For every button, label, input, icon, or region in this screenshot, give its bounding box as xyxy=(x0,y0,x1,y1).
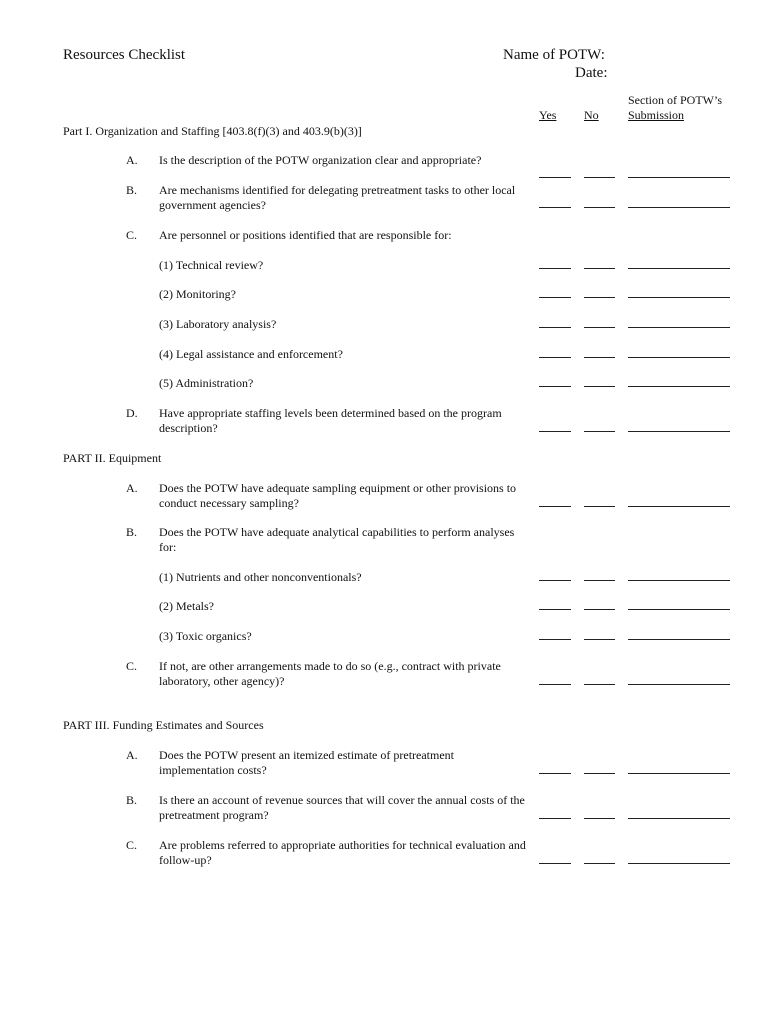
section-blank[interactable] xyxy=(628,268,730,269)
part1-a-question: Is the description of the POTW organization clear and appropriate? xyxy=(159,153,482,167)
yes-blank[interactable] xyxy=(539,639,571,640)
part1-d-question: Have appropriate staffing levels been determined based on the program description? xyxy=(159,406,502,435)
no-blank[interactable] xyxy=(584,773,615,774)
section-header-line2: Submission xyxy=(628,108,685,122)
yes-blank[interactable] xyxy=(539,357,571,358)
yes-blank[interactable] xyxy=(539,609,571,610)
section-blank[interactable] xyxy=(628,863,730,864)
part1-c-question: Are personnel or positions identified that are responsible for: xyxy=(159,228,452,242)
no-column-header: No xyxy=(584,108,599,122)
section-blank[interactable] xyxy=(628,609,730,610)
section-blank[interactable] xyxy=(628,773,730,774)
part1-c-letter: C. xyxy=(126,228,138,242)
no-blank[interactable] xyxy=(584,684,615,685)
yes-blank[interactable] xyxy=(539,431,571,432)
part2-c-letter: C. xyxy=(126,659,138,673)
no-blank[interactable] xyxy=(584,327,615,328)
no-blank[interactable] xyxy=(584,506,615,507)
part3-a-letter: A. xyxy=(126,748,138,762)
section-blank[interactable] xyxy=(628,684,730,685)
date-label: Date: xyxy=(575,65,608,81)
part3-c-question: Are problems referred to appropriate authorities for technical evaluation and follow-up? xyxy=(159,838,526,867)
document-title: Resources Checklist xyxy=(63,47,186,63)
part1-c1-item: (1) Technical review? xyxy=(159,258,264,272)
part3-heading: PART III. Funding Estimates and Sources xyxy=(63,718,264,732)
yes-blank[interactable] xyxy=(539,268,571,269)
section-blank[interactable] xyxy=(628,297,730,298)
yes-blank[interactable] xyxy=(539,177,571,178)
yes-blank[interactable] xyxy=(539,818,571,819)
part1-b-question: Are mechanisms identified for delegating pretreatment tasks to other local government agencies? xyxy=(159,183,516,212)
no-blank[interactable] xyxy=(584,609,615,610)
no-blank[interactable] xyxy=(584,177,615,178)
yes-blank[interactable] xyxy=(539,773,571,774)
part2-a-question: Does the POTW have adequate sampling equipment or other provisions to conduct necessary sampling? xyxy=(159,481,517,510)
part2-b2-item: (2) Metals? xyxy=(159,599,214,613)
no-blank[interactable] xyxy=(584,386,615,387)
part1-c3-item: (3) Laboratory analysis? xyxy=(159,317,277,331)
no-blank[interactable] xyxy=(584,639,615,640)
no-blank[interactable] xyxy=(584,863,615,864)
no-blank[interactable] xyxy=(584,431,615,432)
no-blank[interactable] xyxy=(584,357,615,358)
part2-b3-item: (3) Toxic organics? xyxy=(159,629,252,643)
section-blank[interactable] xyxy=(628,506,730,507)
yes-blank[interactable] xyxy=(539,580,571,581)
yes-blank[interactable] xyxy=(539,327,571,328)
part2-a-letter: A. xyxy=(126,481,138,495)
section-header-line1: Section of POTW’s xyxy=(628,93,722,107)
yes-blank[interactable] xyxy=(539,506,571,507)
part1-c5-item: (5) Administration? xyxy=(159,376,254,390)
no-blank[interactable] xyxy=(584,818,615,819)
no-blank[interactable] xyxy=(584,268,615,269)
part1-heading: Part I. Organization and Staffing [403.8(f)(3) and 403.9(b)(3)] xyxy=(63,124,362,138)
part3-b-letter: B. xyxy=(126,793,138,807)
part2-c-question: If not, are other arrangements made to do so (e.g., contract with private laboratory, other agency)? xyxy=(159,659,501,688)
no-blank[interactable] xyxy=(584,297,615,298)
part1-b-letter: B. xyxy=(126,183,138,197)
yes-blank[interactable] xyxy=(539,684,571,685)
part1-c2-item: (2) Monitoring? xyxy=(159,287,236,301)
part2-heading: PART II. Equipment xyxy=(63,451,162,465)
section-blank[interactable] xyxy=(628,386,730,387)
section-column-header xyxy=(628,93,722,123)
part2-b-question: Does the POTW have adequate analytical capabilities to perform analyses for: xyxy=(159,525,515,554)
part1-d-letter: D. xyxy=(126,406,138,420)
part1-c4-item: (4) Legal assistance and enforcement? xyxy=(159,347,343,361)
part3-a-question: Does the POTW present an itemized estimate of pretreatment implementation costs? xyxy=(159,748,455,777)
section-blank[interactable] xyxy=(628,177,730,178)
part3-c-letter: C. xyxy=(126,838,138,852)
no-blank[interactable] xyxy=(584,207,615,208)
section-blank[interactable] xyxy=(628,357,730,358)
potw-name-label: Name of POTW: xyxy=(503,47,605,63)
yes-blank[interactable] xyxy=(539,863,571,864)
yes-column-header: Yes xyxy=(539,108,557,122)
yes-blank[interactable] xyxy=(539,207,571,208)
part2-b1-item: (1) Nutrients and other nonconventionals? xyxy=(159,570,362,584)
yes-blank[interactable] xyxy=(539,297,571,298)
part3-b-question: Is there an account of revenue sources that will cover the annual costs of the pretreatment program? xyxy=(159,793,525,822)
section-blank[interactable] xyxy=(628,580,730,581)
section-blank[interactable] xyxy=(628,207,730,208)
no-blank[interactable] xyxy=(584,580,615,581)
section-blank[interactable] xyxy=(628,818,730,819)
part1-a-letter: A. xyxy=(126,153,138,167)
section-blank[interactable] xyxy=(628,327,730,328)
yes-blank[interactable] xyxy=(539,386,571,387)
section-blank[interactable] xyxy=(628,431,730,432)
section-blank[interactable] xyxy=(628,639,730,640)
part2-b-letter: B. xyxy=(126,525,138,539)
